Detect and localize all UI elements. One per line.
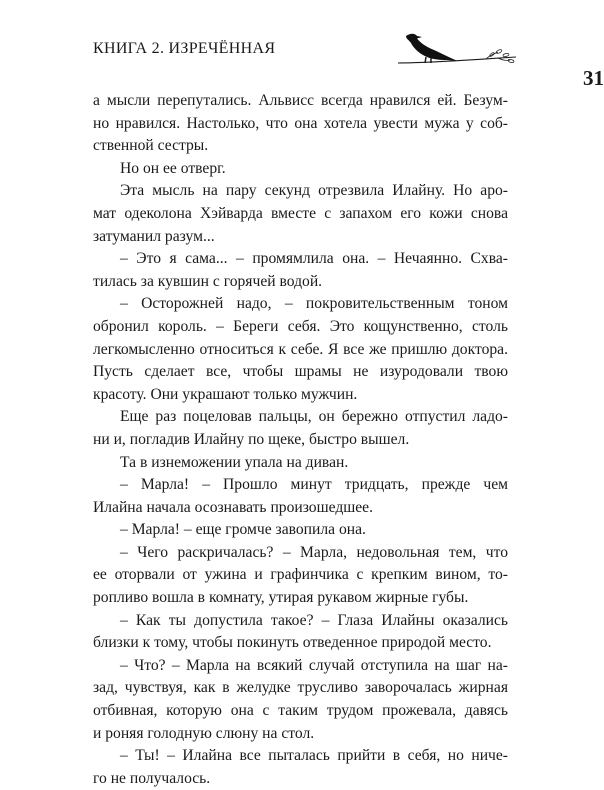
text-line: Та в изнеможении упала на диван. <box>120 453 349 471</box>
text-line: тилась за кувшин с горячей водой. <box>93 272 323 290</box>
text-line: – Осторожней надо, – покровительственным тоном <box>120 295 508 313</box>
text-line: – Ты! – Илайна все пыталась прийти в себя, но ниче- <box>120 747 508 765</box>
text-line: Но он ее отверг. <box>120 159 226 177</box>
page-header <box>93 30 604 90</box>
page-number: 31 <box>583 66 604 90</box>
raven-on-branch-icon <box>398 30 518 70</box>
text-line: Пусть сделает все, чтобы шрамы не изуродовали твою <box>93 363 508 381</box>
text-line: – Как ты допустила такое? – Глаза Илайны оказались <box>120 611 508 629</box>
text-line: красоту. Они украшают только мужчин. <box>93 385 358 403</box>
text-line: – Чего раскричалась? – Марла, недовольная тем, что <box>120 543 508 561</box>
text-line: – Это я сама... – промямлила она. – Нечаянно. Схва- <box>120 250 508 268</box>
text-line: – Марла! – еще громче завопила она. <box>120 521 366 539</box>
text-line: Еще раз поцеловав пальцы, он бережно отпустил ладо- <box>120 408 508 426</box>
running-head: КНИГА 2. ИЗРЕЧЁННАЯ <box>93 40 276 57</box>
text-line: ни и, погладив Илайну по щеке, быстро вышел. <box>93 430 410 448</box>
text-line: и роняя голодную слюну на стол. <box>93 724 315 742</box>
text-line: ропливо вошла в комнату, утирая рукавом жирные губы. <box>93 589 469 607</box>
text-line: но нравился. Настолько, что она хотела увести мужа у соб- <box>93 114 508 132</box>
text-line: затуманил разум... <box>93 227 215 245</box>
text-line: – Что? – Марла на всякий случай отступила на шаг на- <box>120 656 508 674</box>
text-line: го не получалось. <box>93 769 211 787</box>
text-line: отбивная, которую она с таким трудом прожевала, давясь <box>93 702 508 720</box>
text-line: Эта мысль на пару секунд отрезвила Илайну. Но аро- <box>120 182 508 200</box>
body-text <box>93 90 508 790</box>
text-line: ее оторвали от ужина и графинчика с крепким вином, то- <box>93 566 508 584</box>
text-line: обронил король. – Береги себя. Это кощунственно, столь <box>93 317 508 335</box>
text-line: близки к тому, чтобы покинуть отведенное природой место. <box>93 634 492 652</box>
text-line: а мысли перепутались. Альвисс всегда нравился ей. Безум- <box>93 92 508 109</box>
text-line: легкомысленно относиться к себе. Я все же пришлю доктора. <box>93 340 508 358</box>
text-line: Илайна начала осознавать произошедшее. <box>93 498 374 516</box>
text-line: зад, чувствуя, как в желудке трусливо заворочалась жирная <box>93 679 508 697</box>
text-line: ственной сестры. <box>93 137 209 155</box>
text-line: – Марла! – Прошло минут тридцать, прежде чем <box>120 476 508 494</box>
text-line: мат одеколона Хэйварда вместе с запахом его кожи снова <box>93 204 508 222</box>
